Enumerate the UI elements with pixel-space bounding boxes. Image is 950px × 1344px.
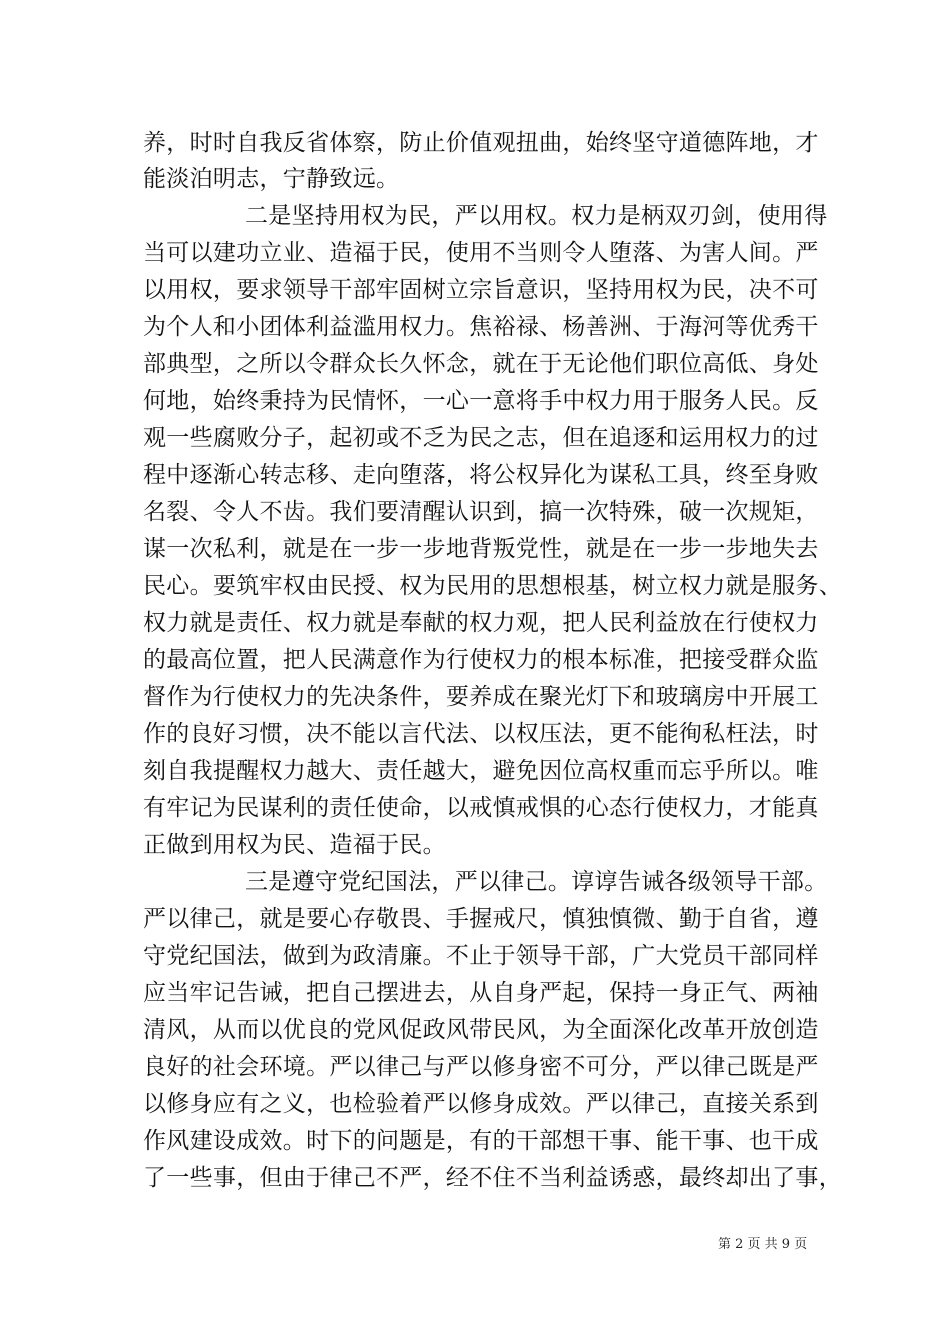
text-line: 部典型，之所以令群众长久怀念，就在于无论他们职位高低、身处 <box>143 351 819 377</box>
text-line: 养，时时自我反省体察，防止价值观扭曲，始终坚守道德阵地，才 <box>143 130 819 156</box>
text-line: 守党纪国法，做到为政清廉。不止于领导干部，广大党员干部同样 <box>143 943 819 969</box>
text-line: 有牢记为民谋利的责任使命，以戒慎戒惧的心态行使权力，才能真 <box>143 795 819 821</box>
text-line: 作的良好习惯，决不能以言代法、以权压法，更不能徇私枉法，时 <box>143 721 819 747</box>
text-line: 了一些事，但由于律己不严，经不住不当利益诱惑，最终却出了事， <box>143 1165 842 1191</box>
text-line: 程中逐渐心转志移、走向堕落，将公权异化为谋私工具，终至身败 <box>143 462 819 488</box>
text-line: 作风建设成效。时下的问题是，有的干部想干事、能干事、也干成 <box>143 1128 819 1154</box>
text-line: 以修身应有之义，也检验着严以修身成效。严以律己，直接关系到 <box>143 1091 819 1117</box>
text-line: 权力就是责任、权力就是奉献的权力观，把人民利益放在行使权力 <box>143 610 819 636</box>
paragraph-first-line: 三是遵守党纪国法，严以律己。谆谆告诫各级领导干部。 <box>245 869 828 895</box>
text-line: 清风，从而以优良的党风促政风带民风，为全面深化改革开放创造 <box>143 1017 819 1043</box>
text-line: 能淡泊明志，宁静致远。 <box>143 166 400 192</box>
text-line: 严以律己，就是要心存敬畏、手握戒尺，慎独慎微、勤于自省，遵 <box>143 906 819 932</box>
text-line: 正做到用权为民、造福于民。 <box>143 832 446 858</box>
paragraph-first-line: 二是坚持用权为民，严以用权。权力是柄双刃剑，使用得 <box>245 203 828 229</box>
text-line: 应当牢记告诫，把自己摆进去，从自身严起，保持一身正气、两袖 <box>143 980 819 1006</box>
text-line: 督作为行使权力的先决条件，要养成在聚光灯下和玻璃房中开展工 <box>143 684 819 710</box>
text-line: 以用权，要求领导干部牢固树立宗旨意识，坚持用权为民，决不可 <box>143 277 819 303</box>
text-line: 良好的社会环境。严以律己与严以修身密不可分，严以律己既是严 <box>143 1054 819 1080</box>
text-line: 名裂、令人不齿。我们要清醒认识到，搞一次特殊，破一次规矩， <box>143 499 819 525</box>
page-number-footer: 第 2 页 共 9 页 <box>718 1237 808 1252</box>
text-line: 谋一次私利，就是在一步一步地背叛党性，就是在一步一步地失去 <box>143 536 819 562</box>
text-line: 的最高位置，把人民满意作为行使权力的根本标准，把接受群众监 <box>143 647 819 673</box>
text-line: 刻自我提醒权力越大、责任越大，避免因位高权重而忘乎所以。唯 <box>143 758 819 784</box>
text-line: 当可以建功立业、造福于民，使用不当则令人堕落、为害人间。严 <box>143 240 819 266</box>
text-line: 为个人和小团体利益滥用权力。焦裕禄、杨善洲、于海河等优秀干 <box>143 314 819 340</box>
text-line: 民心。要筑牢权由民授、权为民用的思想根基，树立权力就是服务、 <box>143 573 842 599</box>
text-line: 观一些腐败分子，起初或不乏为民之志，但在追逐和运用权力的过 <box>143 425 819 451</box>
text-line: 何地，始终秉持为民情怀，一心一意将手中权力用于服务人民。反 <box>143 388 819 414</box>
